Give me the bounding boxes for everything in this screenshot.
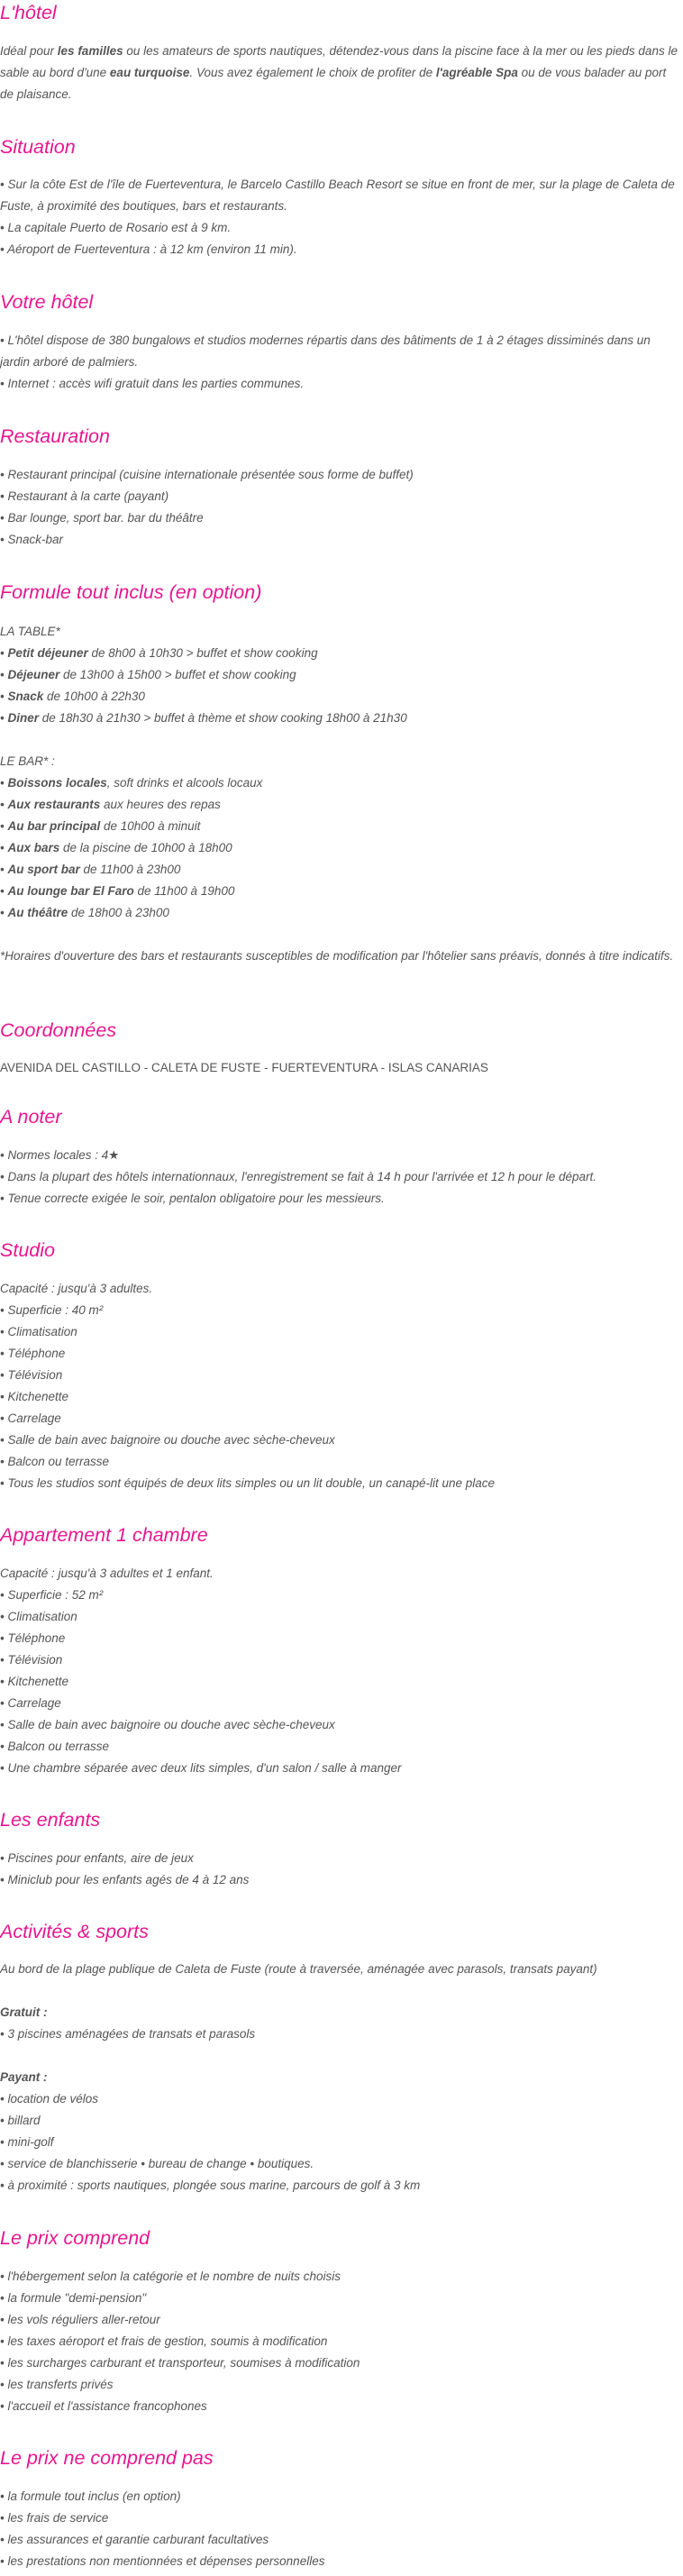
list-item: • mini-golf <box>0 2135 54 2149</box>
list-item: • Sur la côte Est de l'île de Fuerteventura, le Barcelo Castillo Beach Resort se situe en front de mer, sur la plage de Caleta de Fuste, à proximité des boutiques, bars et restaurants. <box>0 178 675 213</box>
prix-comprend-list <box>0 2266 681 2417</box>
list-item: • Téléphone <box>0 1347 66 1360</box>
list-item: • la formule "demi-pension" <box>0 2291 147 2305</box>
list-item: • l'hébergement selon la catégorie et le nombre de nuits choisis <box>0 2270 342 2283</box>
list-item: • Carrelage <box>0 1696 61 1710</box>
list-item: • La capitale Puerto de Rosario est à 9 km. <box>0 221 232 234</box>
votre-hotel-list <box>0 330 681 395</box>
section-title-situation: Situation <box>0 136 76 158</box>
section-title-prix-ne-comprend: Le prix ne comprend pas <box>0 2447 214 2469</box>
list-item: • Téléphone <box>0 1631 66 1645</box>
list-item: • l'accueil et l'assistance francophones <box>0 2399 207 2413</box>
formule-note: *Horaires d'ouverture des bars et restaurants susceptibles de modification par l'hôtelier sans préavis, donnés à titre indicatifs. <box>0 949 674 963</box>
list-item: • Aéroport de Fuerteventura : à 12 km (environ 11 min). <box>0 242 297 256</box>
list-item: • Au théâtre de 18h00 à 23h00 <box>0 906 169 919</box>
list-item: • les vols réguliers aller-retour <box>0 2313 160 2326</box>
list-item: • Miniclub pour les enfants agés de 4 à 12 ans <box>0 1873 250 1886</box>
section-title-hotel: L'hôtel <box>0 2 57 23</box>
list-item: • Carrelage <box>0 1411 61 1425</box>
list-item: • Boissons locales, soft drinks et alcools locaux <box>0 776 263 790</box>
table-heading: LA TABLE* <box>0 625 60 638</box>
coordonnees-content <box>0 1057 681 1079</box>
activites-intro: Au bord de la plage publique de Caleta de Fuste (route à traversée, aménagée avec parasols, transats payant) <box>0 1962 597 1976</box>
list-item: • Salle de bain avec baignoire ou douche avec sèche-cheveux <box>0 1718 335 1731</box>
list-item: • Restaurant à la carte (payant) <box>0 489 169 503</box>
list-item: • billard <box>0 2114 41 2127</box>
list-item: • Au bar principal de 10h00 à minuit <box>0 819 201 833</box>
list-item: • Petit déjeuner de 8h00 à 10h30 > buffet et show cooking <box>0 646 318 660</box>
list-item: • Superficie : 52 m² <box>0 1588 104 1602</box>
list-item: • Snack-bar <box>0 533 64 546</box>
activites-content <box>0 1959 681 2197</box>
list-item: • 3 piscines aménagées de transats et parasols <box>0 2027 256 2041</box>
hotel-intro <box>0 41 681 105</box>
list-item: • Internet : accès wifi gratuit dans les parties communes. <box>0 377 305 390</box>
situation-list <box>0 174 681 260</box>
list-item: • les surcharges carburant et transporteur, soumises à modification <box>0 2356 360 2370</box>
section-title-formule: Formule tout inclus (en option) <box>0 581 262 603</box>
section-title-appartement: Appartement 1 chambre <box>0 1524 208 1546</box>
list-item: • Télévision <box>0 1368 63 1382</box>
formule-content <box>0 621 681 967</box>
list-item: • Dans la plupart des hôtels internationnaux, l'enregistrement se fait à 14 h pour l'arrivée et 12 h pour le départ. <box>0 1170 597 1183</box>
payant-heading: Payant : <box>0 2070 48 2084</box>
enfants-list <box>0 1848 681 1891</box>
list-item: • Kitchenette <box>0 1390 69 1403</box>
list-item: • Tenue correcte exigée le soir, pentalon obligatoire pour les messieurs. <box>0 1192 385 1205</box>
section-title-coordonnees: Coordonnées <box>0 1019 117 1041</box>
list-item: • à proximité : sports nautiques, plongée sous marine, parcours de golf à 3 km <box>0 2179 421 2192</box>
list-item: • Piscines pour enfants, aire de jeux <box>0 1851 194 1865</box>
section-title-a-noter: A noter <box>0 1106 62 1128</box>
list-item: • les frais de service <box>0 2511 109 2525</box>
list-item: • la formule tout inclus (en option) <box>0 2489 181 2503</box>
hotel-intro-text: Idéal pour les familles ou les amateurs de sports nautiques, détendez-vous dans la piscine face à la mer ou les pieds dans le sable au bord d'une eau turquoise. Vous avez également le choix de profiter de l'agréable Spa ou de vous balader au port de plaisance. <box>0 44 678 101</box>
section-title-votre-hotel: Votre hôtel <box>0 291 94 313</box>
list-item: • Climatisation <box>0 1325 77 1338</box>
list-item: • Au lounge bar El Faro de 11h00 à 19h00 <box>0 884 235 898</box>
list-item: • Balcon ou terrasse <box>0 1740 110 1753</box>
list-item: • L'hôtel dispose de 380 bungalows et studios modernes répartis dans des bâtiments de 1 à 2 étages dissiminés dans un jardin arboré de palmiers. <box>0 333 651 369</box>
list-item: • Aux restaurants aux heures des repas <box>0 798 221 811</box>
list-item: • Déjeuner de 13h00 à 15h00 > buffet et show cooking <box>0 668 296 681</box>
list-item: • Kitchenette <box>0 1675 69 1688</box>
studio-list <box>0 1278 681 1494</box>
list-item: • Salle de bain avec baignoire ou douche avec sèche-cheveux <box>0 1433 335 1447</box>
section-title-prix-comprend: Le prix comprend <box>0 2227 150 2249</box>
list-item: • location de vélos <box>0 2092 99 2106</box>
section-title-activites: Activités & sports <box>0 1921 149 1942</box>
list-item: • Aux bars de la piscine de 10h00 à 18h00 <box>0 841 232 854</box>
list-item: • Superficie : 40 m² <box>0 1303 104 1317</box>
gratuit-heading: Gratuit : <box>0 2005 48 2019</box>
section-title-studio: Studio <box>0 1239 55 1261</box>
list-item: • les taxes aéroport et frais de gestion, soumis à modification <box>0 2334 328 2348</box>
list-item: • Bar lounge, sport bar. bar du théâtre <box>0 511 204 525</box>
list-item: • Climatisation <box>0 1610 77 1623</box>
list-item: • Diner de 18h30 à 21h30 > buffet à thème et show cooking 18h00 à 21h30 <box>0 711 407 725</box>
section-title-enfants: Les enfants <box>0 1809 101 1831</box>
list-item: • Restaurant principal (cuisine internationale présentée sous forme de buffet) <box>0 468 414 481</box>
section-title-restauration: Restauration <box>0 425 110 447</box>
restauration-list <box>0 464 681 551</box>
list-item: • les transferts privés <box>0 2378 114 2391</box>
list-item: • Tous les studios sont équipés de deux lits simples ou un lit double, un canapé-lit une place <box>0 1476 496 1490</box>
list-item: • Balcon ou terrasse <box>0 1455 110 1468</box>
list-item: Capacité : jusqu'à 3 adultes et 1 enfant. <box>0 1567 214 1580</box>
list-item: • les prestations non mentionnées et dépenses personnelles <box>0 2554 325 2568</box>
list-item: • Snack de 10h00 à 22h30 <box>0 690 145 703</box>
list-item: Capacité : jusqu'à 3 adultes. <box>0 1282 153 1295</box>
bar-heading: LE BAR* : <box>0 754 55 768</box>
address: AVENIDA DEL CASTILLO - CALETA DE FUSTE - FUERTEVENTURA - ISLAS CANARIAS <box>0 1061 488 1074</box>
a-noter-list <box>0 1145 681 1210</box>
list-item: • Au sport bar de 11h00 à 23h00 <box>0 863 181 876</box>
list-item: • Normes locales : 4★ <box>0 1148 120 1162</box>
list-item: • Une chambre séparée avec deux lits simples, d'un salon / salle à manger <box>0 1761 402 1775</box>
list-item: • Télévision <box>0 1653 63 1667</box>
list-item: • les assurances et garantie carburant facultatives <box>0 2533 269 2546</box>
prix-ne-comprend-list <box>0 2486 681 2572</box>
list-item: • service de blanchisserie • bureau de change • boutiques. <box>0 2157 314 2170</box>
appartement-list <box>0 1563 681 1779</box>
